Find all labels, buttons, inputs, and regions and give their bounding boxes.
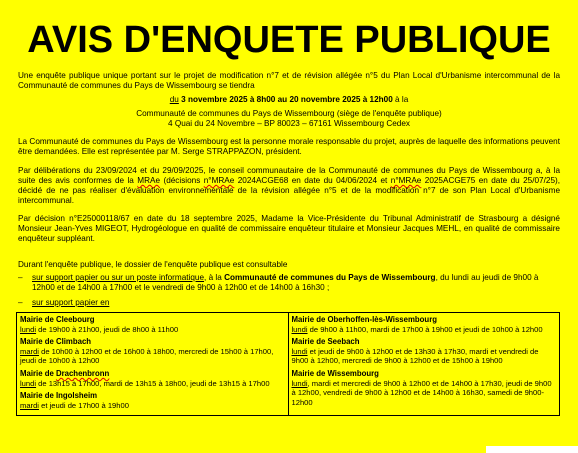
mairie-hours-day: lundi <box>20 378 37 388</box>
dates-range: 3 novembre 2025 à 8h00 au 20 novembre 2025 à 12h00 <box>178 95 396 104</box>
mairie-hours-day: mardi <box>20 400 39 410</box>
deliberations-text-c: 2024ACGE68 en date du 04/06/2024 et <box>234 176 391 185</box>
mairie-name: Mairie de Wissembourg <box>291 368 379 378</box>
decision-paragraph: Par décision n°E25000118/67 en date du 18 septembre 2025, Madame la Vice-Présidente du Tribunal Administratif de Strasbourg a désigné Monsieur Jean-Yves MIGEOT, Hydrogéologue en qualité de commissaire enquêteur titulaire et Monsieur Jacques MEHL, en qualité de commissaire enquêteur suppléant. <box>18 214 560 243</box>
page-edge-gap <box>486 446 578 453</box>
responsible-paragraph: La Communauté de communes du Pays de Wissembourg est la personne morale responsable du projet, auprès de laquelle des informations peuvent être demandées. Elle est représentée par M. Serge STRAPPAZON, président. <box>18 137 560 156</box>
bullet-text-b: , du lundi au jeudi de 9h00 à 12h00 et de 14h00 à 17h00 et le vendredi de 9h00 à 12h00 et de 14h00 à 16h30 ; <box>32 273 539 292</box>
mairie-name: Mairie de Seebach <box>291 337 360 347</box>
mairie-name: Mairie de Oberhoffen-lès-Wissembourg <box>291 315 437 324</box>
bullet-dash: – <box>18 298 23 307</box>
table-row <box>17 313 560 416</box>
seat-line-2: 4 Quai du 24 Novembre – BP 80023 – 67161 Wissembourg Cedex <box>168 119 410 128</box>
bullet-link[interactable]: sur support papier ou sur un poste informatique <box>32 273 205 282</box>
mairie-hours-day: lundi <box>20 324 37 334</box>
mairie-name-town: Drachenbronn <box>55 368 110 378</box>
mairie-hours-day: lundi <box>291 324 308 334</box>
mairie-hours <box>292 379 557 408</box>
mairie-hours-day: lundi <box>291 378 308 388</box>
mairie-name: Mairie de Climbach <box>20 337 92 347</box>
mairie-hours <box>292 347 557 366</box>
dates-line <box>18 95 560 105</box>
mairie-hours <box>20 379 285 389</box>
mairie-hours-text: de 9h00 à 11h00, mardi de 17h00 à 19h00 et jeudi de 10h00 à 12h00 <box>307 324 543 334</box>
notice-title: AVIS D'ENQUETE PUBLIQUE <box>27 19 551 61</box>
seat-line-1: Communauté de communes du Pays de Wissembourg (siège de l'enquête publique) <box>136 109 442 118</box>
bullet-link[interactable]: sur support papier en <box>32 298 110 307</box>
mairie-hours <box>20 347 285 366</box>
mairie-hours-text: et jeudi de 9h00 à 12h00 et de 13h30 à 17h30, mardi et vendredi de 9h00 à 12h00, mercredi de 9h00 à 12h00 et de 15h00 à 19h00 <box>291 346 539 366</box>
deliberations-text-d: 2025ACGE75 en date du 25/07/25), décidé de ne pas réaliser d'évaluation environnementale de la révision allégée n°5 et de la modification n°7 de son Plan Local d'Urbanisme intercommunal. <box>18 176 560 205</box>
deliberations-text-a: Par délibérations du 23/09/2024 et du 29/09/2025, le conseil communautaire de la Communauté de communes du Pays de Wissembourg a, à la suite des avis conformes de la <box>18 166 560 185</box>
mairie-name-prefix: Mairie de <box>20 368 56 378</box>
consult-intro: Durant l'enquête publique, le dossier de l'enquête publique est consultable <box>18 260 288 269</box>
bullet-text <box>32 298 558 308</box>
mairie-hours-day: mardi <box>20 346 39 356</box>
dates-prefix: du <box>169 95 179 104</box>
mairie-hours-text: et jeudi de 17h00 à 19h00 <box>39 400 129 410</box>
mairie-hours-text: , mardi et mercredi de 9h00 à 12h00 et de 14h00 à 17h30, jeudi de 9h00 à 12h00, vendredi de 9h00 à 12h00 et de 14h00 à 16h30, samedi de 9h00-12h00 <box>291 378 552 407</box>
mairie-hours-day: lundi <box>291 346 308 356</box>
mairie-name: Mairie de Ingolsheim <box>20 391 98 401</box>
intro-paragraph: Une enquête publique unique portant sur le projet de modification n°7 et de révision allégée n°5 du Plan Local d'Urbanisme intercommunal de la Communauté de communes du Pays de Wissembourg se tiendra <box>18 71 560 90</box>
mrae-term: MRAe <box>137 176 161 185</box>
mairie-hours <box>292 325 557 335</box>
mairies-left-column <box>17 313 289 416</box>
mairie-name <box>20 369 285 379</box>
mrae-term: n°MRAe <box>203 176 235 185</box>
mairie-hours-text: de 19h00 à 21h00, jeudi de 8h00 à 11h00 <box>36 324 179 334</box>
bullet-bold: Communauté de communes du Pays de Wissembourg <box>224 273 436 282</box>
dates-suffix: à la <box>395 95 409 104</box>
mairie-hours <box>20 325 285 335</box>
mairie-hours-text: de 10h00 à 12h00 et de 16h00 à 18h00, mercredi de 15h00 à 17h00, jeudi de 10h00 à 12h00 <box>20 346 274 366</box>
bullet-text <box>32 273 558 293</box>
mairie-hours <box>20 401 285 411</box>
mairies-table <box>16 312 560 416</box>
mrae-term: n°MRAe <box>390 176 422 185</box>
bullet-item-paper-computer <box>18 273 558 293</box>
mairie-name: Mairie de Cleebourg <box>20 315 95 324</box>
bullet-dash: – <box>18 273 23 282</box>
deliberations-paragraph <box>18 166 560 206</box>
mairies-right-column <box>288 313 560 416</box>
deliberations-text-b: (décisions <box>160 176 204 185</box>
mairie-hours-text: de 13h15 à 17h00, mardi de 13h15 à 18h00, jeudi de 13h15 à 17h00 <box>36 378 270 388</box>
bullet-text-a: , à la <box>204 273 225 282</box>
bullet-item-paper <box>18 298 558 308</box>
